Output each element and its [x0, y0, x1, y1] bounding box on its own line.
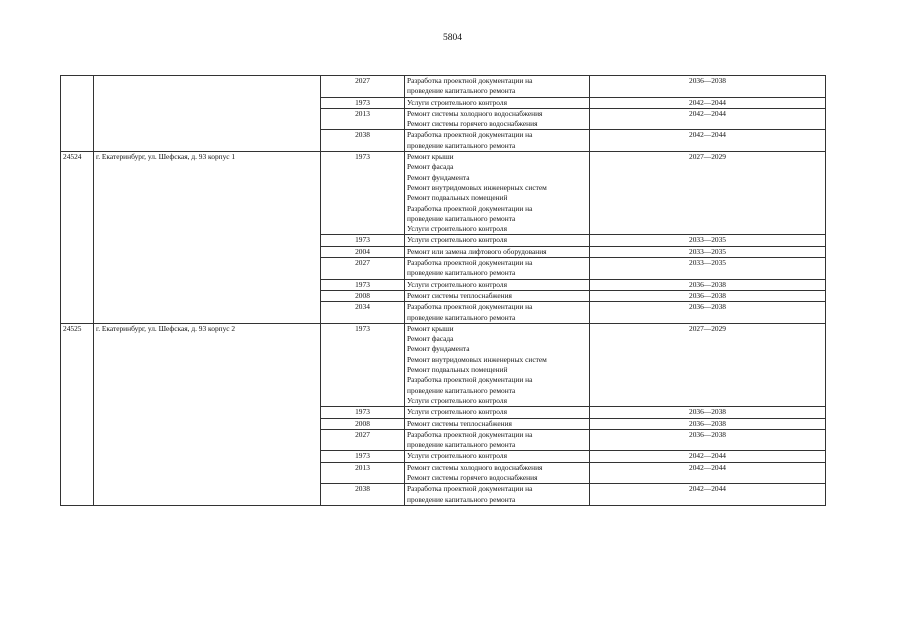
address-cell: г. Екатеринбург, ул. Шефская, д. 93 корпус 2: [94, 323, 321, 505]
work-item: Ремонт фундамента: [407, 172, 470, 182]
year-cell: 2008: [321, 290, 405, 301]
works-cell: [405, 130, 590, 152]
work-item: Разработка проектной документации на: [407, 203, 533, 213]
works-cell: [405, 97, 590, 108]
year-cell: 2034: [321, 302, 405, 324]
period-cell: 2036—2038: [590, 407, 826, 418]
work-item: Ремонт фасада: [407, 334, 454, 344]
period-cell: 2036—2038: [590, 279, 826, 290]
period-cell: 2042—2044: [590, 130, 826, 152]
work-item: проведение капитального ремонта: [407, 140, 516, 150]
work-item: Ремонт подвальных помещений: [407, 193, 508, 203]
period-cell: 2033—2035: [590, 258, 826, 280]
period-cell: 2042—2044: [590, 97, 826, 108]
year-cell: 2027: [321, 429, 405, 451]
repair-schedule-table: [60, 75, 826, 506]
works-cell: [405, 246, 590, 257]
object-number-cell: 24524: [61, 152, 94, 324]
year-cell: 2013: [321, 108, 405, 130]
work-item: Ремонт крыши: [407, 152, 454, 162]
year-cell: 2027: [321, 76, 405, 98]
works-cell: [405, 235, 590, 246]
work-item: проведение капитального ремонта: [407, 213, 516, 223]
works-cell: [405, 451, 590, 462]
works-cell: [405, 323, 590, 406]
year-cell: 2038: [321, 130, 405, 152]
work-item: Ремонт системы холодного водоснабжения: [407, 462, 543, 472]
table-row: [61, 76, 826, 98]
works-cell: [405, 429, 590, 451]
work-item: проведение капитального ремонта: [407, 440, 516, 450]
year-cell: 1973: [321, 323, 405, 406]
year-cell: 2004: [321, 246, 405, 257]
year-cell: 2013: [321, 462, 405, 484]
work-item: Услуги строительного контроля: [407, 235, 507, 245]
object-number-cell: 24525: [61, 323, 94, 505]
table-body: [61, 76, 826, 506]
period-cell: 2027—2029: [590, 323, 826, 406]
year-cell: 2027: [321, 258, 405, 280]
year-cell: 1973: [321, 97, 405, 108]
work-item: Ремонт внутридомовых инженерных систем: [407, 182, 547, 192]
work-item: проведение капитального ремонта: [407, 86, 516, 96]
work-item: Ремонт или замена лифтового оборудования: [407, 246, 547, 256]
work-item: Услуги строительного контроля: [407, 451, 507, 461]
address-cell: [94, 76, 321, 152]
work-item: проведение капитального ремонта: [407, 494, 516, 504]
year-cell: 1973: [321, 451, 405, 462]
year-cell: 1973: [321, 279, 405, 290]
work-item: Разработка проектной документации на: [407, 130, 533, 140]
works-cell: [405, 152, 590, 235]
work-item: Услуги строительного контроля: [407, 224, 507, 234]
work-item: Услуги строительного контроля: [407, 97, 507, 107]
object-number-cell: [61, 76, 94, 152]
table-row: [61, 323, 826, 406]
work-item: Разработка проектной документации на: [407, 484, 533, 494]
works-cell: [405, 290, 590, 301]
works-cell: [405, 76, 590, 98]
period-cell: 2036—2038: [590, 429, 826, 451]
work-item: Разработка проектной документации на: [407, 302, 533, 312]
period-cell: 2033—2035: [590, 235, 826, 246]
period-cell: 2042—2044: [590, 462, 826, 484]
year-cell: 1973: [321, 407, 405, 418]
year-cell: 2008: [321, 418, 405, 429]
work-item: Разработка проектной документации на: [407, 76, 533, 85]
work-item: Ремонт системы холодного водоснабжения: [407, 108, 543, 118]
address-cell: г. Екатеринбург, ул. Шефская, д. 93 корпус 1: [94, 152, 321, 324]
period-cell: 2036—2038: [590, 76, 826, 98]
work-item: Разработка проектной документации на: [407, 429, 533, 439]
work-item: Ремонт системы горячего водоснабжения: [407, 472, 538, 482]
period-cell: 2036—2038: [590, 418, 826, 429]
works-cell: [405, 258, 590, 280]
work-item: Ремонт системы теплоснабжения: [407, 290, 512, 300]
work-item: проведение капитального ремонта: [407, 312, 516, 322]
works-cell: [405, 108, 590, 130]
works-cell: [405, 484, 590, 506]
work-item: проведение капитального ремонта: [407, 268, 516, 278]
year-cell: 1973: [321, 235, 405, 246]
work-item: Ремонт системы горячего водоснабжения: [407, 119, 538, 129]
year-cell: 1973: [321, 152, 405, 235]
works-cell: [405, 462, 590, 484]
works-cell: [405, 418, 590, 429]
work-item: Ремонт фундамента: [407, 344, 470, 354]
table-row: [61, 152, 826, 235]
works-cell: [405, 279, 590, 290]
work-item: Услуги строительного контроля: [407, 407, 507, 417]
year-cell: 2038: [321, 484, 405, 506]
work-item: Услуги строительного контроля: [407, 279, 507, 289]
work-item: Ремонт подвальных помещений: [407, 365, 508, 375]
period-cell: 2042—2044: [590, 108, 826, 130]
works-cell: [405, 407, 590, 418]
work-item: Ремонт внутридомовых инженерных систем: [407, 354, 547, 364]
works-cell: [405, 302, 590, 324]
period-cell: 2033—2035: [590, 246, 826, 257]
work-item: Ремонт крыши: [407, 323, 454, 333]
work-item: Ремонт системы теплоснабжения: [407, 418, 512, 428]
work-item: проведение капитального ремонта: [407, 385, 516, 395]
period-cell: 2027—2029: [590, 152, 826, 235]
period-cell: 2042—2044: [590, 484, 826, 506]
work-item: Разработка проектной документации на: [407, 258, 533, 268]
work-item: Услуги строительного контроля: [407, 395, 507, 405]
period-cell: 2036—2038: [590, 290, 826, 301]
work-item: Ремонт фасада: [407, 162, 454, 172]
work-item: Разработка проектной документации на: [407, 375, 533, 385]
page-number: 5804: [443, 33, 462, 43]
period-cell: 2036—2038: [590, 302, 826, 324]
period-cell: 2042—2044: [590, 451, 826, 462]
